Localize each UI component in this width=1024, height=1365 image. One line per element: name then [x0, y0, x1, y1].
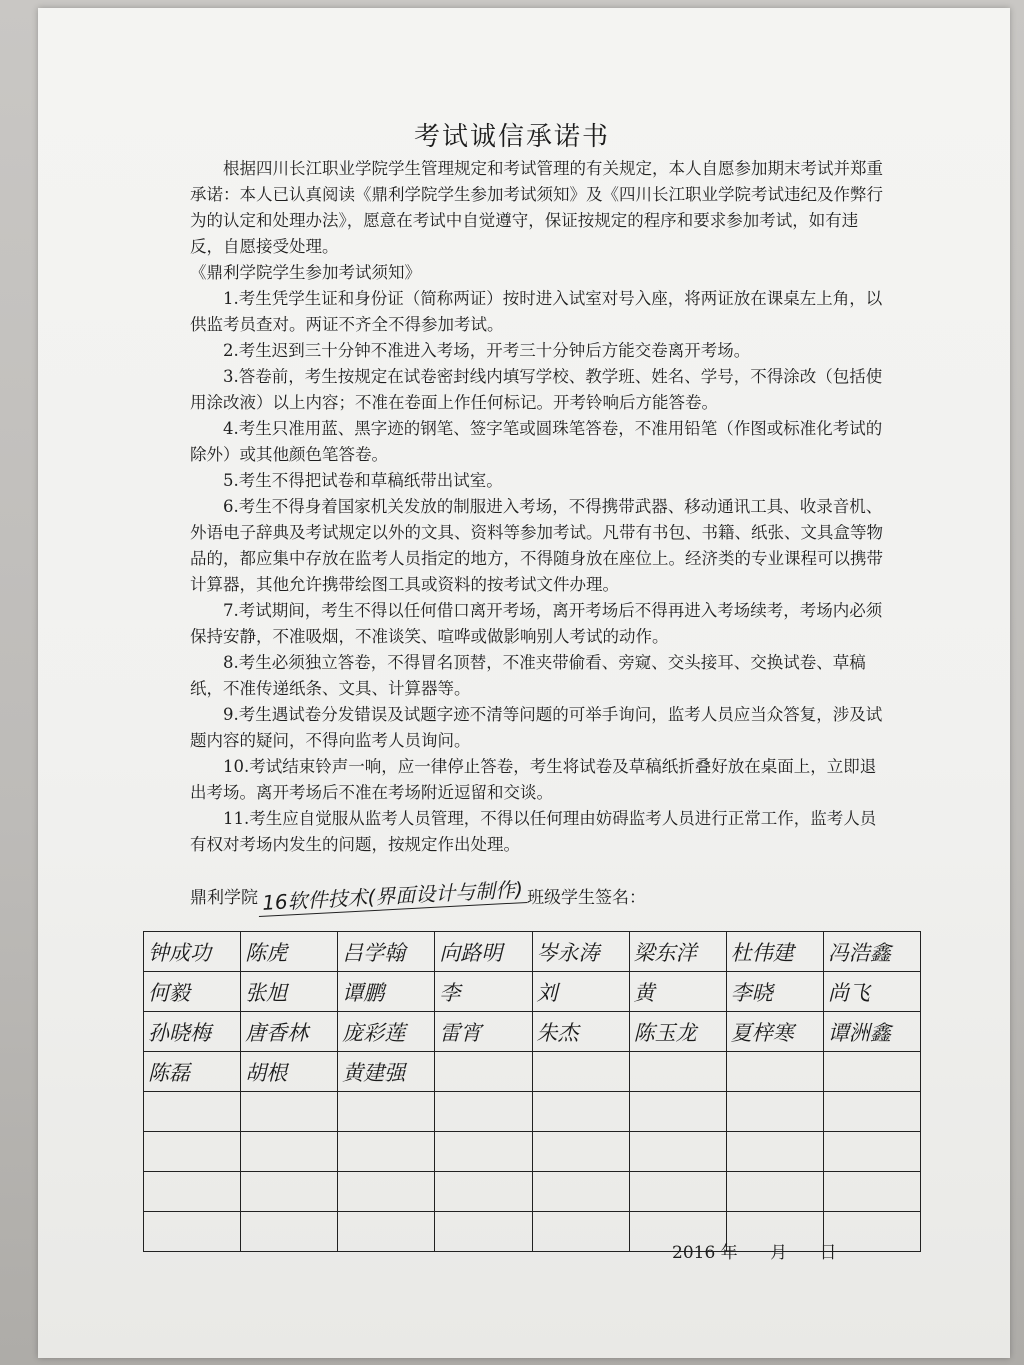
signature-cell: 朱杰: [532, 1012, 629, 1052]
signature-cell: [241, 1212, 338, 1252]
signature-cell: 岑永涛: [532, 932, 629, 972]
rule-item: 3.答卷前，考生按规定在试卷密封线内填写学校、教学班、姓名、学号，不得涂改（包括使用涂改液）以上内容；不准在卷面上作任何标记。开考铃响后方能答卷。: [190, 367, 883, 412]
signature-cell: [241, 1132, 338, 1172]
signature-cell: 张旭: [241, 972, 338, 1012]
signature-cell: [532, 1212, 629, 1252]
signature-cell: 庞彩莲: [338, 1012, 435, 1052]
college-label: 鼎利学院: [190, 888, 258, 908]
rules-heading: 《鼎利学院学生参加考试须知》: [190, 263, 421, 282]
signature-row: [144, 972, 921, 1012]
signature-cell: 谭鹏: [338, 972, 435, 1012]
signature-cell: [823, 1172, 920, 1212]
signature-cell: [726, 1052, 823, 1092]
signature-cell: 何毅: [144, 972, 241, 1012]
signature-cell: [823, 1132, 920, 1172]
signature-cell: [726, 1092, 823, 1132]
signature-cell: [726, 1172, 823, 1212]
signature-cell: [144, 1132, 241, 1172]
rule-item: 6.考生不得身着国家机关发放的制服进入考场，不得携带武器、移动通讯工具、收录音机、外语电子辞典及考试规定以外的文具、资料等参加考试。凡带有书包、书籍、纸张、文具盒等物品的，都应集中存放在监考人员指定的地方，不得随身放在座位上。经济类的专业课程可以携带计算器，其他允许携带绘图工具或资料的按考试文件办理。: [190, 497, 883, 594]
signature-cell: [241, 1172, 338, 1212]
signature-cell: 李晓: [726, 972, 823, 1012]
signature-table: [143, 931, 921, 1252]
signature-cell: 唐香林: [241, 1012, 338, 1052]
rule-item: 4.考生只准用蓝、黑字迹的钢笔、签字笔或圆珠笔答卷，不准用铅笔（作图或标准化考试的除外）或其他颜色笔答卷。: [190, 419, 883, 464]
signature-cell: 冯浩鑫: [823, 932, 920, 972]
intro-paragraph: 根据四川长江职业学院学生管理规定和考试管理的有关规定，本人自愿参加期末考试并郑重承诺：本人已认真阅读《鼎利学院学生参加考试须知》及《四川长江职业学院考试违纪及作弊行为的认定和处理办法》，愿意在考试中自觉遵守，保证按规定的程序和要求参加考试，如有违反，自愿接受处理。: [190, 159, 883, 256]
signature-cell: 尚飞: [823, 972, 920, 1012]
signature-row: [144, 932, 921, 972]
signature-cell: 李: [435, 972, 532, 1012]
signature-cell: [435, 1172, 532, 1212]
signature-cell: [435, 1092, 532, 1132]
rule-item: 8.考生必须独立答卷，不得冒名顶替，不准夹带偷看、旁窥、交头接耳、交换试卷、草稿纸，不准传递纸条、文具、计算器等。: [190, 653, 866, 698]
document-title: 考试诚信承诺书: [413, 122, 610, 152]
class-signature-line: [190, 877, 647, 915]
signature-cell: [629, 1172, 726, 1212]
signature-cell: 杜伟建: [726, 932, 823, 972]
signature-cell: [338, 1212, 435, 1252]
signature-cell: [532, 1092, 629, 1132]
rule-item: 10.考试结束铃声一响，应一律停止答卷，考生将试卷及草稿纸折叠好放在桌面上，立即退出考场。离开考场后不准在考场附近逗留和交谈。: [190, 757, 877, 802]
signature-cell: [532, 1172, 629, 1212]
signature-cell: [435, 1052, 532, 1092]
exam-rules: [190, 260, 890, 858]
signature-cell: [823, 1092, 920, 1132]
signature-cell: 雷宵: [435, 1012, 532, 1052]
signature-cell: [726, 1132, 823, 1172]
rule-item: 9.考生遇试卷分发错误及试题字迹不清等问题的可举手询问，监考人员应当众答复，涉及试题内容的疑问，不得向监考人员询问。: [190, 705, 883, 750]
signature-cell: [144, 1092, 241, 1132]
signature-row: [144, 1172, 921, 1212]
signature-cell: 黄: [629, 972, 726, 1012]
signature-cell: 黄建强: [338, 1052, 435, 1092]
rule-item: 7.考试期间，考生不得以任何借口离开考场，离开考场后不得再进入考场续考，考场内必须保持安静，不准吸烟，不准谈笑、喧哗或做影响别人考试的动作。: [190, 601, 883, 646]
signature-label: 班级学生签名：: [527, 888, 647, 908]
rule-item: 1.考生凭学生证和身份证（简称两证）按时进入试室对号入座，将两证放在课桌左上角，以供监考员查对。两证不齐全不得参加考试。: [190, 289, 883, 334]
signature-cell: [338, 1172, 435, 1212]
pledge-intro: [190, 156, 890, 260]
signature-cell: [435, 1212, 532, 1252]
signature-cell: 胡根: [241, 1052, 338, 1092]
signature-cell: 孙晓梅: [144, 1012, 241, 1052]
signature-cell: [629, 1092, 726, 1132]
signature-cell: [338, 1132, 435, 1172]
signature-cell: 刘: [532, 972, 629, 1012]
signature-cell: 吕学翰: [338, 932, 435, 972]
signature-row: [144, 1012, 921, 1052]
signature-cell: 谭洲鑫: [823, 1012, 920, 1052]
signature-cell: [823, 1212, 920, 1252]
rule-item: 11.考生应自觉服从监考人员管理，不得以任何理由妨碍监考人员进行正常工作，监考人员有权对考场内发生的问题，按规定作出处理。: [190, 809, 877, 854]
signature-cell: [338, 1092, 435, 1132]
rule-item: 2.考生迟到三十分钟不准进入考场，开考三十分钟后方能交卷离开考场。: [223, 341, 751, 360]
signature-row: [144, 1052, 921, 1092]
signature-cell: 向路明: [435, 932, 532, 972]
signature-cell: 陈玉龙: [629, 1012, 726, 1052]
signature-cell: 陈磊: [144, 1052, 241, 1092]
signature-cell: 梁东洋: [629, 932, 726, 972]
signature-cell: [435, 1132, 532, 1172]
signature-cell: [629, 1052, 726, 1092]
signature-cell: 陈虎: [241, 932, 338, 972]
signature-cell: [823, 1052, 920, 1092]
signature-row: [144, 1132, 921, 1172]
rule-item: 5.考生不得把试卷和草稿纸带出试室。: [223, 471, 503, 490]
signature-cell: [532, 1052, 629, 1092]
signature-cell: 钟成功: [144, 932, 241, 972]
signature-cell: [629, 1132, 726, 1172]
signature-cell: [241, 1092, 338, 1132]
class-name-handwritten: 16软件技术(界面设计与制作): [257, 873, 527, 917]
date-line: 2016 年 月 日: [672, 1243, 837, 1263]
signature-row: [144, 1092, 921, 1132]
signature-cell: [144, 1172, 241, 1212]
signature-cell: [144, 1212, 241, 1252]
signature-cell: [532, 1132, 629, 1172]
signature-cell: 夏梓寒: [726, 1012, 823, 1052]
